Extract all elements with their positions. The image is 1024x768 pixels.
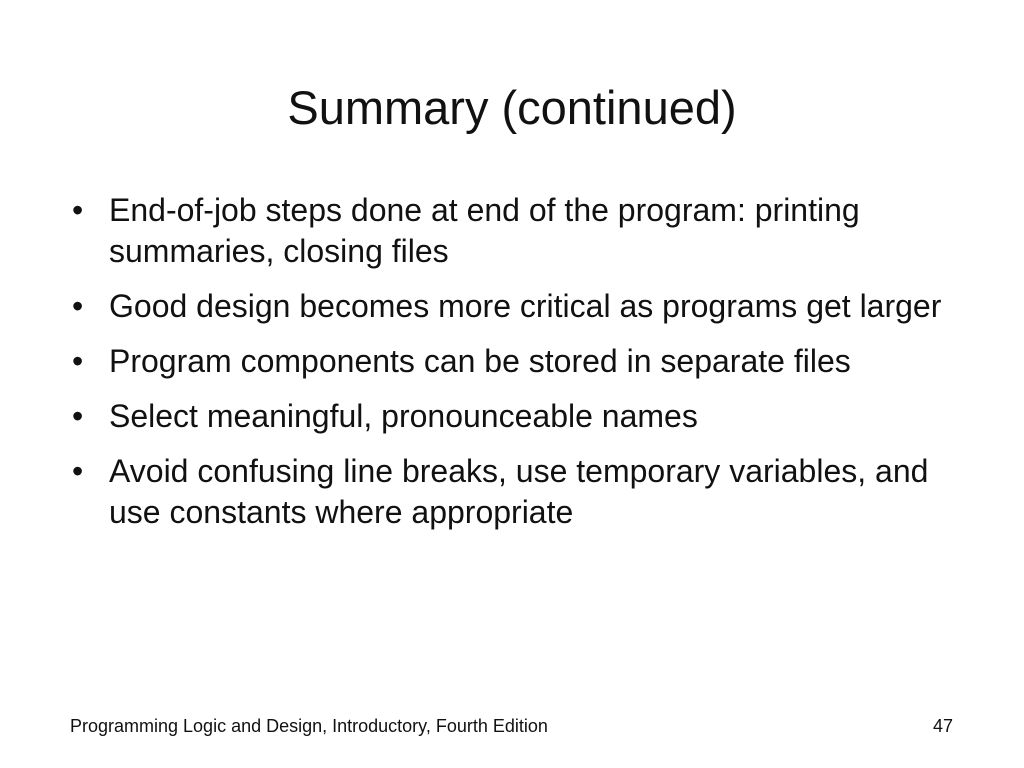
bullet-text: End-of-job steps done at end of the program: printing summaries, closing files	[109, 192, 860, 269]
bullet-icon: •	[72, 288, 84, 324]
footer-page-number: 47	[932, 716, 953, 736]
bullet-icon: •	[72, 192, 84, 228]
bullet-text: Avoid confusing line breaks, use temporary variables, and use constants where appropriate	[109, 453, 929, 530]
bullet-item	[70, 341, 950, 382]
bullet-text: Select meaningful, pronounceable names	[109, 398, 698, 434]
bullet-item	[70, 396, 950, 437]
bullet-icon: •	[72, 343, 84, 379]
bullet-icon: •	[72, 453, 84, 489]
bullet-icon: •	[72, 398, 84, 434]
footer-course-title: Programming Logic and Design, Introductory, Fourth Edition	[70, 716, 548, 736]
bullet-item	[70, 286, 950, 327]
bullet-item	[70, 190, 950, 272]
bullet-list	[70, 190, 950, 547]
bullet-text: Program components can be stored in separate files	[109, 343, 851, 379]
slide-title: Summary (continued)	[287, 81, 737, 134]
bullet-item	[70, 451, 950, 533]
bullet-text: Good design becomes more critical as programs get larger	[109, 288, 942, 324]
